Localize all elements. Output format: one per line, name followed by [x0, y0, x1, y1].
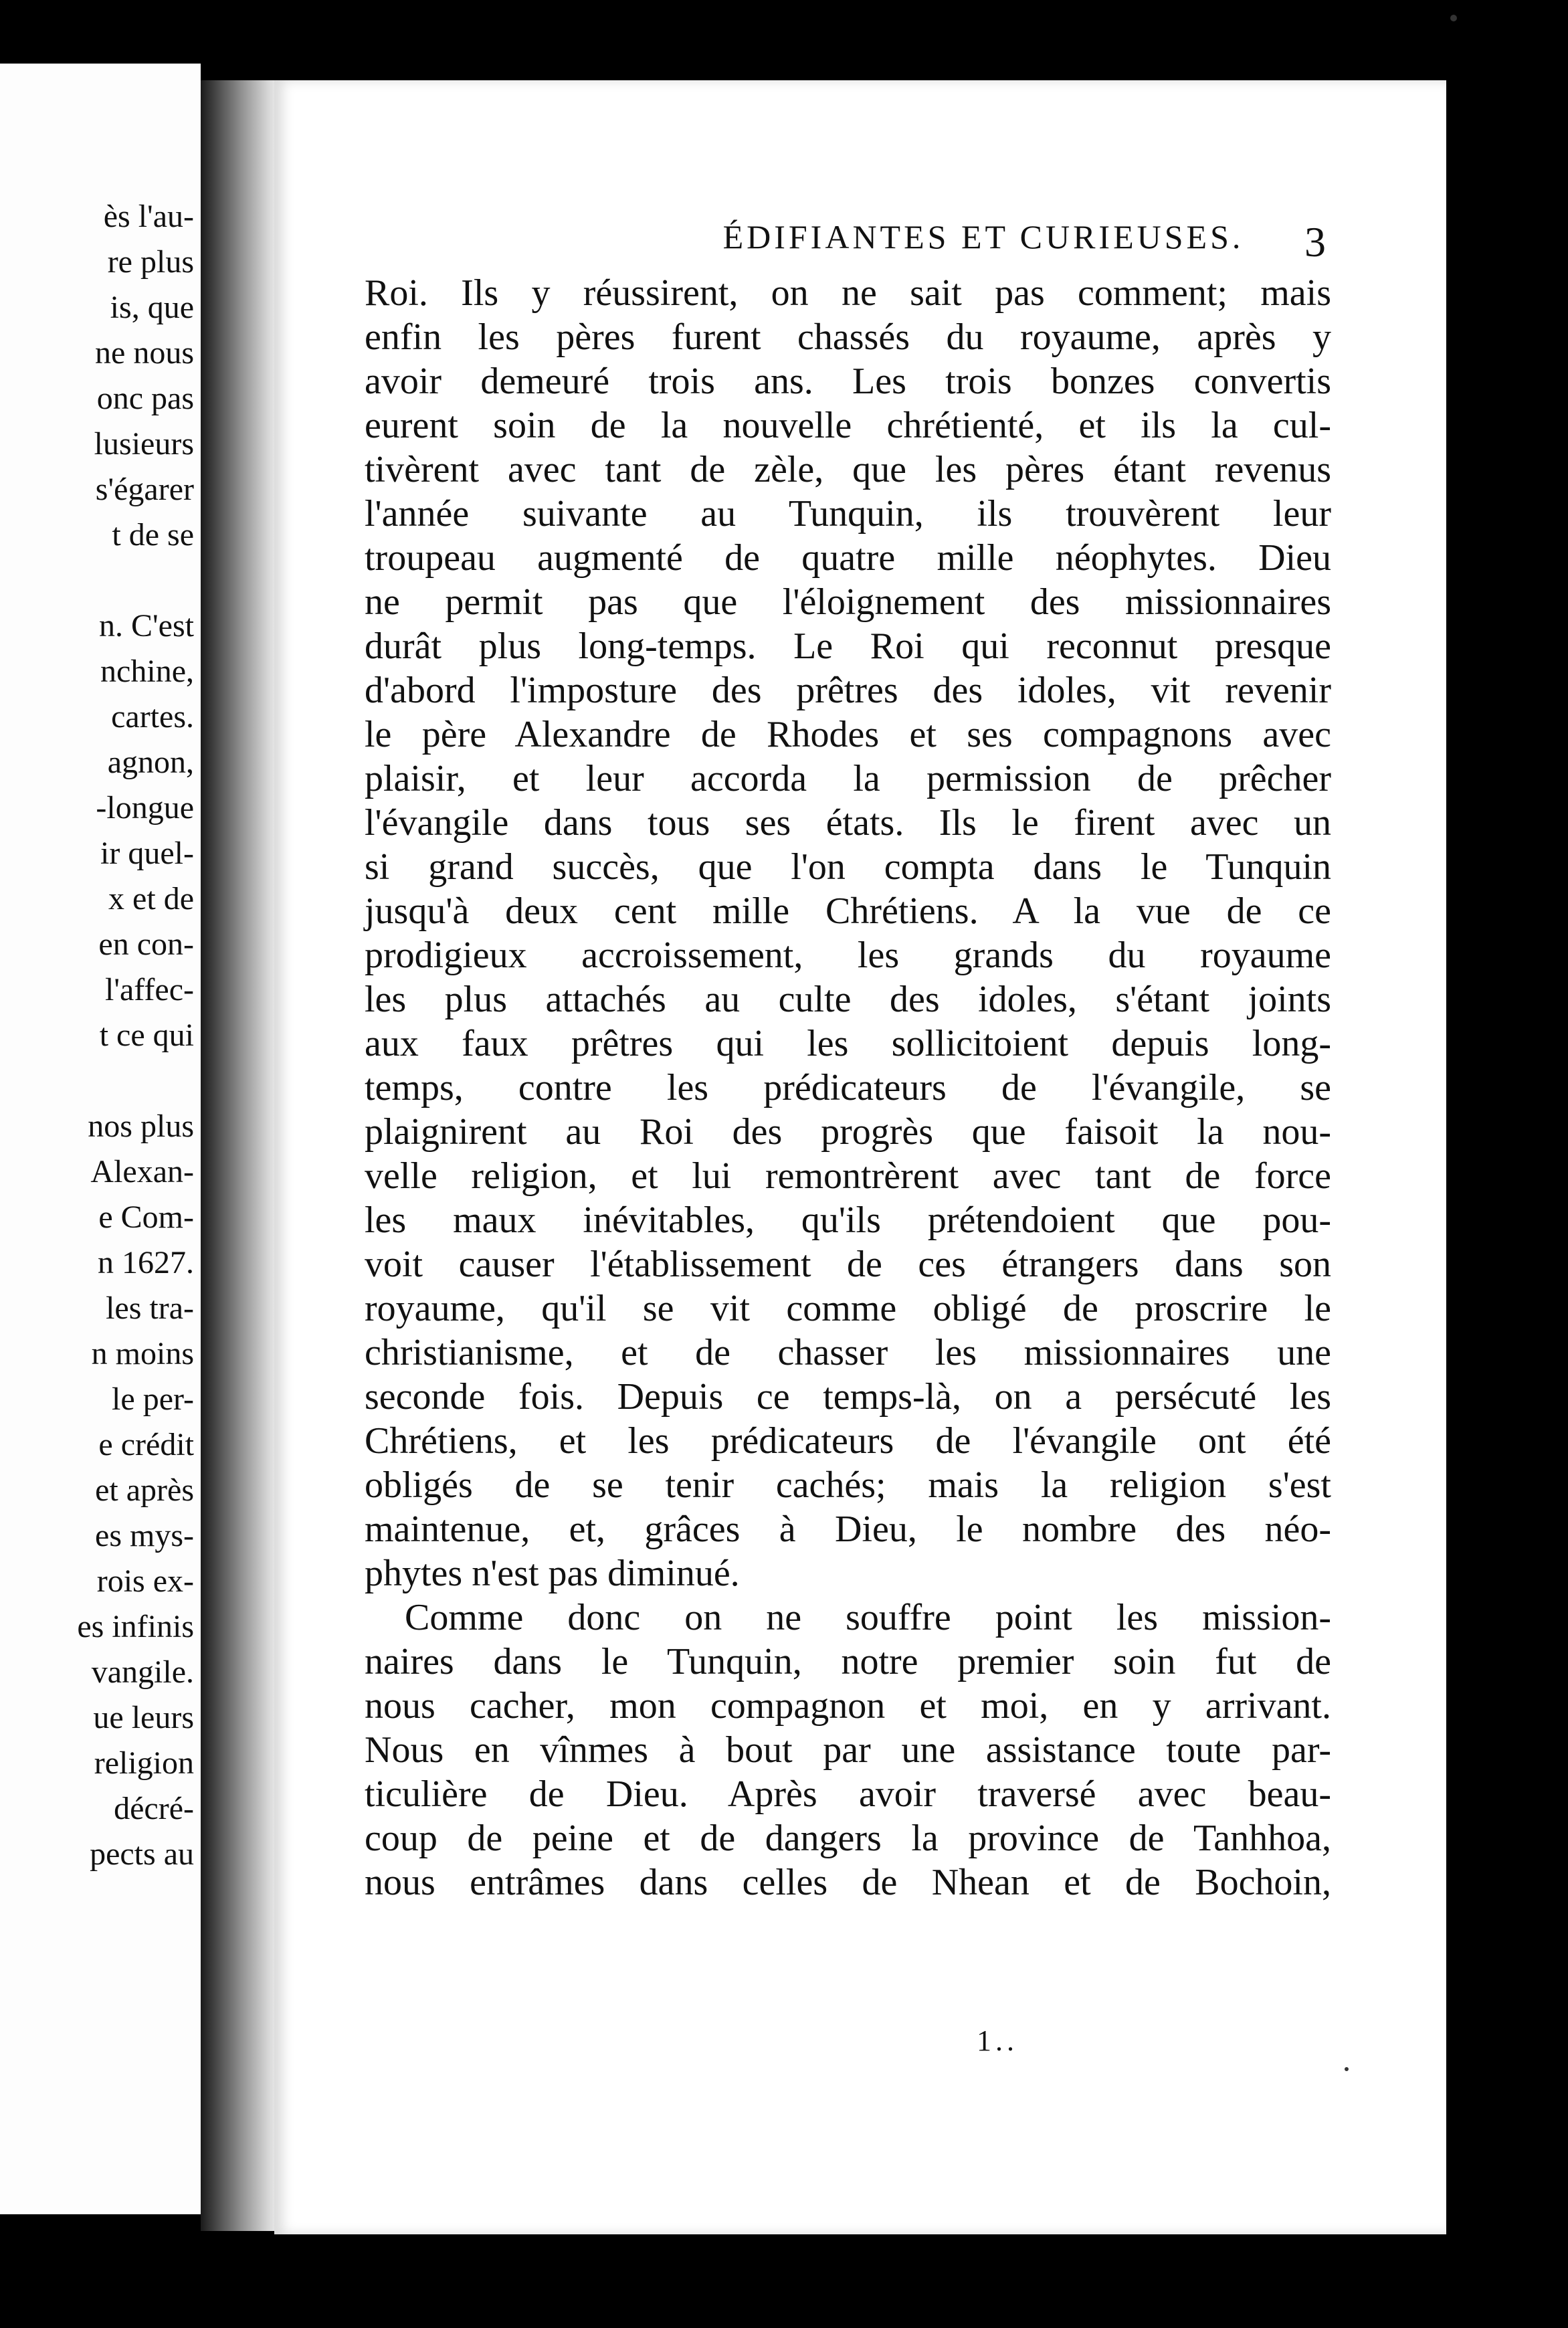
previous-page-line: n 1627.: [98, 1245, 194, 1280]
previous-page-line: rois ex-: [96, 1563, 194, 1599]
body-line: Chrétiens, et les prédicateurs de l'évangile ont été: [365, 1420, 1331, 1462]
body-line: plaisir, et leur accorda la permission de prêcher: [365, 758, 1331, 799]
previous-page-line: et après: [95, 1472, 194, 1508]
previous-page-line: n moins: [91, 1336, 194, 1371]
body-line: maintenue, et, grâces à Dieu, le nombre des néo-: [365, 1509, 1331, 1550]
body-line: les plus attachés au culte des idoles, s'étant joints: [365, 979, 1331, 1020]
previous-page-line: is, que: [110, 290, 194, 325]
previous-page-line: ne nous: [95, 335, 194, 371]
book-gutter: [201, 80, 281, 2231]
body-line: l'année suivante au Tunquin, ils trouvèrent leur: [365, 493, 1331, 535]
body-line: ticulière de Dieu. Après avoir traversé avec beau-: [365, 1773, 1331, 1815]
body-line: prodigieux accroissement, les grands du royaume: [365, 935, 1331, 976]
body-line: les maux inévitables, qu'ils prétendoient que pou-: [365, 1199, 1331, 1241]
body-line: coup de peine et de dangers la province de Tanhhoa,: [365, 1818, 1331, 1859]
previous-page-line: t de se: [112, 517, 194, 553]
body-line: velle religion, et lui remontrèrent avec tant de force: [365, 1155, 1331, 1197]
body-text: [365, 271, 1331, 1905]
body-line: obligés de se tenir cachés; mais la religion s'est: [365, 1464, 1331, 1506]
body-line: plaignirent au Roi des progrès que faisoit la nou-: [365, 1111, 1331, 1153]
body-line: avoir demeuré trois ans. Les trois bonzes convertis: [365, 361, 1331, 402]
body-line: aux faux prêtres qui les sollicitoient depuis long-: [365, 1023, 1331, 1064]
body-line: Roi. Ils y réussirent, on ne sait pas comment; mais: [365, 272, 1331, 314]
signature-mark: 1..: [977, 2024, 1018, 2057]
previous-page-line: e Com-: [98, 1199, 194, 1235]
body-line: Comme donc on ne souffre point les mission-: [405, 1597, 1331, 1638]
previous-page-line: lusieurs: [94, 426, 194, 462]
previous-page-line: ès l'au-: [103, 199, 194, 234]
previous-page-line: cartes.: [111, 699, 194, 735]
previous-page-line: es infinis: [77, 1609, 194, 1644]
previous-page-line: décré-: [114, 1791, 194, 1826]
body-line: l'évangile dans tous ses états. Ils le firent avec un: [365, 802, 1331, 844]
body-line: temps, contre les prédicateurs de l'évangile, se: [365, 1067, 1331, 1108]
body-line: Nous en vînmes à bout par une assistance toute par-: [365, 1729, 1331, 1771]
body-line: nous entrâmes dans celles de Nhean et de Bochoin,: [365, 1862, 1331, 1903]
previous-page-line: religion: [94, 1745, 194, 1781]
body-line: tivèrent avec tant de zèle, que les pères étant revenus: [365, 449, 1331, 490]
body-line: jusqu'à deux cent mille Chrétiens. A la vue de ce: [365, 890, 1331, 932]
previous-page-line: onc pas: [96, 381, 194, 416]
body-line: voit causer l'établissement de ces étrangers dans son: [365, 1244, 1331, 1285]
previous-page-line: x et de: [108, 881, 194, 916]
body-line: d'abord l'imposture des prêtres des idoles, vit revenir: [365, 670, 1331, 711]
body-line: si grand succès, que l'on compta dans le Tunquin: [365, 846, 1331, 888]
body-line: royaume, qu'il se vit comme obligé de proscrire le: [365, 1288, 1331, 1329]
body-line: naires dans le Tunquin, notre premier soin fut de: [365, 1641, 1331, 1682]
dust-speck: [1345, 2067, 1349, 2071]
previous-page-fragment: [0, 64, 201, 2214]
previous-page-line: en con-: [98, 927, 194, 962]
body-line: troupeau augmenté de quatre mille néophytes. Dieu: [365, 537, 1331, 579]
previous-page-line: ir quel-: [100, 836, 194, 871]
body-line: phytes n'est pas diminué.: [365, 1553, 740, 1594]
previous-page-line: Alexan-: [90, 1154, 194, 1189]
previous-page-line: s'égarer: [95, 472, 194, 507]
previous-page-line: n. C'est: [99, 608, 194, 644]
body-line: ne permit pas que l'éloignement des missionnaires: [365, 581, 1331, 623]
page-number: 3: [1304, 218, 1326, 266]
body-line: seconde fois. Depuis ce temps-là, on a persécuté les: [365, 1376, 1331, 1418]
body-line: christianisme, et de chasser les missionnaires une: [365, 1332, 1331, 1373]
running-title: ÉDIFIANTES ET CURIEUSES.: [722, 218, 1244, 256]
body-line: le père Alexandre de Rhodes et ses compagnons avec: [365, 714, 1331, 755]
previous-page-line: nchine,: [100, 654, 194, 689]
book-page: [274, 80, 1446, 2234]
previous-page-line: -longue: [96, 790, 194, 826]
body-line: enfin les pères furent chassés du royaume, après y: [365, 316, 1331, 358]
previous-page-line: l'affec-: [105, 972, 194, 1007]
body-line: nous cacher, mon compagnon et moi, en y arrivant.: [365, 1685, 1331, 1727]
previous-page-line: ue leurs: [93, 1700, 194, 1735]
body-line: durât plus long-temps. Le Roi qui reconnut presque: [365, 625, 1331, 667]
previous-page-line: les tra-: [106, 1290, 194, 1326]
previous-page-line: re plus: [107, 244, 194, 280]
dust-speck: [1450, 15, 1457, 21]
previous-page-line: agnon,: [107, 745, 194, 780]
previous-page-line: e crédit: [98, 1427, 194, 1462]
body-line: eurent soin de la nouvelle chrétienté, et ils la cul-: [365, 405, 1331, 446]
previous-page-line: le per-: [112, 1381, 194, 1417]
previous-page-line: t ce qui: [99, 1017, 194, 1053]
previous-page-line: es mys-: [95, 1518, 194, 1553]
previous-page-line: nos plus: [88, 1108, 194, 1144]
previous-page-line: pects au: [90, 1836, 194, 1872]
previous-page-line: vangile.: [91, 1654, 194, 1690]
